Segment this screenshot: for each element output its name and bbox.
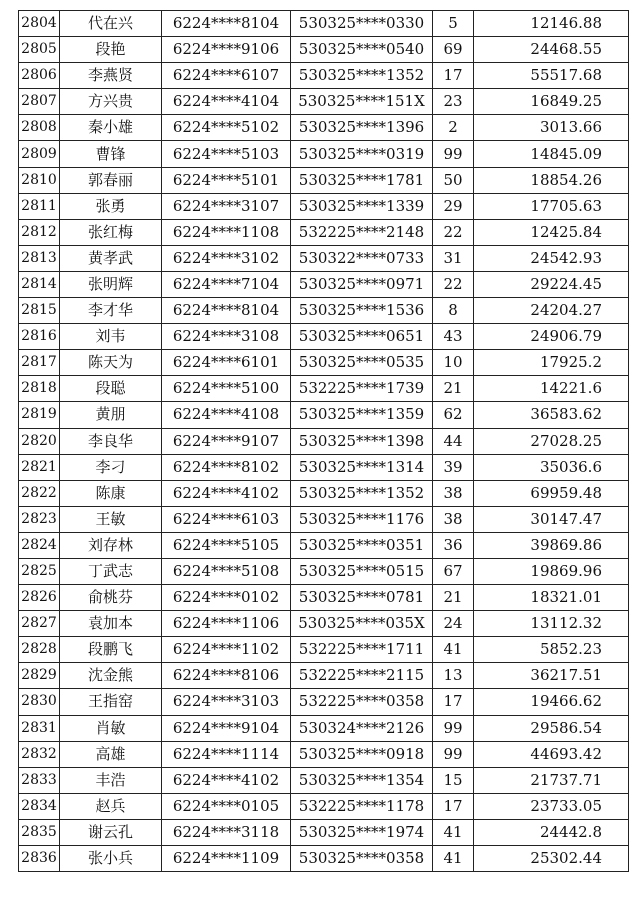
cell-card-number: 6224****5100	[162, 376, 291, 402]
cell-card-number: 6224****8106	[162, 663, 291, 689]
cell-amount: 36217.51	[474, 663, 629, 689]
cell-id-number: 530325****1974	[291, 819, 433, 845]
cell-id-number: 530324****2126	[291, 715, 433, 741]
cell-card-number: 6224****3103	[162, 689, 291, 715]
table-row	[19, 11, 629, 37]
cell-id-number: 530325****0540	[291, 37, 433, 63]
cell-card-number: 6224****9107	[162, 428, 291, 454]
cell-name: 郭春丽	[60, 167, 162, 193]
cell-card-number: 6224****4102	[162, 767, 291, 793]
cell-amount: 29224.45	[474, 271, 629, 297]
cell-card-number: 6224****5105	[162, 532, 291, 558]
cell-name: 李才华	[60, 298, 162, 324]
cell-serial-number: 2807	[19, 89, 60, 115]
cell-count: 24	[433, 611, 474, 637]
table-row	[19, 793, 629, 819]
cell-name: 谢云孔	[60, 819, 162, 845]
cell-name: 段鹏飞	[60, 637, 162, 663]
table-row	[19, 245, 629, 271]
cell-id-number: 530325****0515	[291, 558, 433, 584]
cell-serial-number: 2827	[19, 611, 60, 637]
cell-id-number: 530325****035X	[291, 611, 433, 637]
cell-id-number: 532225****2148	[291, 219, 433, 245]
table-row	[19, 141, 629, 167]
cell-name: 王指窑	[60, 689, 162, 715]
cell-amount: 3013.66	[474, 115, 629, 141]
cell-amount: 13112.32	[474, 611, 629, 637]
cell-count: 41	[433, 819, 474, 845]
cell-count: 15	[433, 767, 474, 793]
cell-amount: 21737.71	[474, 767, 629, 793]
cell-count: 99	[433, 141, 474, 167]
cell-count: 8	[433, 298, 474, 324]
cell-card-number: 6224****5108	[162, 558, 291, 584]
cell-count: 39	[433, 454, 474, 480]
cell-card-number: 6224****5102	[162, 115, 291, 141]
cell-card-number: 6224****9104	[162, 715, 291, 741]
cell-card-number: 6224****3107	[162, 193, 291, 219]
cell-id-number: 530325****1339	[291, 193, 433, 219]
cell-amount: 17705.63	[474, 193, 629, 219]
cell-count: 62	[433, 402, 474, 428]
cell-card-number: 6224****6103	[162, 506, 291, 532]
cell-amount: 18854.26	[474, 167, 629, 193]
cell-amount: 24906.79	[474, 324, 629, 350]
cell-amount: 24468.55	[474, 37, 629, 63]
cell-amount: 30147.47	[474, 506, 629, 532]
cell-serial-number: 2806	[19, 63, 60, 89]
cell-name: 代在兴	[60, 11, 162, 37]
cell-id-number: 532225****0358	[291, 689, 433, 715]
cell-count: 23	[433, 89, 474, 115]
table-row	[19, 376, 629, 402]
table-row	[19, 324, 629, 350]
cell-serial-number: 2810	[19, 167, 60, 193]
cell-name: 黄朋	[60, 402, 162, 428]
cell-count: 41	[433, 637, 474, 663]
cell-amount: 29586.54	[474, 715, 629, 741]
cell-card-number: 6224****6101	[162, 350, 291, 376]
cell-name: 方兴贵	[60, 89, 162, 115]
cell-id-number: 530325****1396	[291, 115, 433, 141]
table-row	[19, 637, 629, 663]
cell-name: 张红梅	[60, 219, 162, 245]
cell-count: 36	[433, 532, 474, 558]
cell-name: 黄孝武	[60, 245, 162, 271]
table-row	[19, 558, 629, 584]
cell-count: 17	[433, 63, 474, 89]
cell-name: 袁加本	[60, 611, 162, 637]
cell-name: 丁武志	[60, 558, 162, 584]
cell-amount: 44693.42	[474, 741, 629, 767]
cell-card-number: 6224****0105	[162, 793, 291, 819]
cell-serial-number: 2814	[19, 271, 60, 297]
cell-id-number: 532225****1711	[291, 637, 433, 663]
cell-amount: 27028.25	[474, 428, 629, 454]
cell-amount: 5852.23	[474, 637, 629, 663]
table-body	[19, 11, 629, 872]
cell-card-number: 6224****1114	[162, 741, 291, 767]
cell-serial-number: 2822	[19, 480, 60, 506]
cell-amount: 24542.93	[474, 245, 629, 271]
cell-id-number: 532225****1739	[291, 376, 433, 402]
cell-amount: 35036.6	[474, 454, 629, 480]
cell-amount: 19466.62	[474, 689, 629, 715]
cell-card-number: 6224****1108	[162, 219, 291, 245]
cell-name: 王敏	[60, 506, 162, 532]
cell-count: 17	[433, 689, 474, 715]
cell-id-number: 532225****2115	[291, 663, 433, 689]
cell-serial-number: 2817	[19, 350, 60, 376]
table-row	[19, 402, 629, 428]
cell-name: 沈金熊	[60, 663, 162, 689]
cell-amount: 19869.96	[474, 558, 629, 584]
cell-name: 丰浩	[60, 767, 162, 793]
cell-id-number: 530325****0330	[291, 11, 433, 37]
cell-card-number: 6224****1102	[162, 637, 291, 663]
cell-amount: 23733.05	[474, 793, 629, 819]
cell-serial-number: 2828	[19, 637, 60, 663]
cell-id-number: 532225****1178	[291, 793, 433, 819]
cell-serial-number: 2831	[19, 715, 60, 741]
cell-amount: 36583.62	[474, 402, 629, 428]
table-row	[19, 219, 629, 245]
cell-card-number: 6224****8104	[162, 298, 291, 324]
cell-count: 29	[433, 193, 474, 219]
cell-serial-number: 2829	[19, 663, 60, 689]
cell-name: 李燕贤	[60, 63, 162, 89]
cell-count: 43	[433, 324, 474, 350]
cell-id-number: 530325****1359	[291, 402, 433, 428]
cell-card-number: 6224****6107	[162, 63, 291, 89]
cell-card-number: 6224****7104	[162, 271, 291, 297]
cell-amount: 16849.25	[474, 89, 629, 115]
cell-id-number: 530325****0651	[291, 324, 433, 350]
cell-serial-number: 2809	[19, 141, 60, 167]
cell-id-number: 530325****0358	[291, 846, 433, 872]
table-row	[19, 715, 629, 741]
cell-count: 10	[433, 350, 474, 376]
cell-serial-number: 2816	[19, 324, 60, 350]
cell-card-number: 6224****8102	[162, 454, 291, 480]
cell-serial-number: 2823	[19, 506, 60, 532]
cell-name: 段艳	[60, 37, 162, 63]
table-row	[19, 585, 629, 611]
cell-serial-number: 2811	[19, 193, 60, 219]
cell-name: 陈康	[60, 480, 162, 506]
cell-name: 肖敏	[60, 715, 162, 741]
cell-serial-number: 2833	[19, 767, 60, 793]
table-row	[19, 115, 629, 141]
cell-name: 高雄	[60, 741, 162, 767]
cell-serial-number: 2826	[19, 585, 60, 611]
cell-name: 张小兵	[60, 846, 162, 872]
table-row	[19, 167, 629, 193]
cell-name: 秦小雄	[60, 115, 162, 141]
cell-serial-number: 2808	[19, 115, 60, 141]
cell-amount: 24442.8	[474, 819, 629, 845]
cell-amount: 55517.68	[474, 63, 629, 89]
table-row	[19, 506, 629, 532]
cell-amount: 14221.6	[474, 376, 629, 402]
cell-count: 38	[433, 480, 474, 506]
cell-id-number: 530325****1176	[291, 506, 433, 532]
table-row	[19, 37, 629, 63]
cell-card-number: 6224****1106	[162, 611, 291, 637]
cell-card-number: 6224****0102	[162, 585, 291, 611]
cell-id-number: 530325****1352	[291, 63, 433, 89]
table-row	[19, 663, 629, 689]
cell-amount: 17925.2	[474, 350, 629, 376]
cell-serial-number: 2812	[19, 219, 60, 245]
cell-count: 22	[433, 271, 474, 297]
cell-name: 赵兵	[60, 793, 162, 819]
cell-serial-number: 2818	[19, 376, 60, 402]
cell-amount: 25302.44	[474, 846, 629, 872]
cell-name: 刘韦	[60, 324, 162, 350]
table-row	[19, 428, 629, 454]
cell-card-number: 6224****5101	[162, 167, 291, 193]
cell-id-number: 530322****0733	[291, 245, 433, 271]
cell-count: 21	[433, 585, 474, 611]
cell-name: 陈天为	[60, 350, 162, 376]
cell-amount: 14845.09	[474, 141, 629, 167]
cell-serial-number: 2813	[19, 245, 60, 271]
cell-card-number: 6224****4102	[162, 480, 291, 506]
cell-serial-number: 2834	[19, 793, 60, 819]
cell-name: 曹锋	[60, 141, 162, 167]
table-row	[19, 741, 629, 767]
cell-amount: 69959.48	[474, 480, 629, 506]
cell-serial-number: 2815	[19, 298, 60, 324]
cell-count: 41	[433, 846, 474, 872]
cell-count: 5	[433, 11, 474, 37]
cell-id-number: 530325****0535	[291, 350, 433, 376]
cell-name: 张明辉	[60, 271, 162, 297]
cell-count: 2	[433, 115, 474, 141]
cell-id-number: 530325****0319	[291, 141, 433, 167]
cell-id-number: 530325****0918	[291, 741, 433, 767]
cell-count: 99	[433, 715, 474, 741]
cell-count: 13	[433, 663, 474, 689]
cell-serial-number: 2835	[19, 819, 60, 845]
table-row	[19, 271, 629, 297]
cell-serial-number: 2819	[19, 402, 60, 428]
cell-serial-number: 2836	[19, 846, 60, 872]
cell-card-number: 6224****9106	[162, 37, 291, 63]
cell-serial-number: 2824	[19, 532, 60, 558]
cell-card-number: 6224****3108	[162, 324, 291, 350]
table-row	[19, 819, 629, 845]
cell-amount: 12425.84	[474, 219, 629, 245]
table-row	[19, 63, 629, 89]
cell-count: 44	[433, 428, 474, 454]
cell-id-number: 530325****1354	[291, 767, 433, 793]
cell-amount: 12146.88	[474, 11, 629, 37]
cell-name: 俞桃芬	[60, 585, 162, 611]
cell-card-number: 6224****3118	[162, 819, 291, 845]
table-row	[19, 298, 629, 324]
cell-count: 67	[433, 558, 474, 584]
table-row	[19, 532, 629, 558]
table-row	[19, 846, 629, 872]
table-row	[19, 454, 629, 480]
cell-serial-number: 2821	[19, 454, 60, 480]
cell-id-number: 530325****0351	[291, 532, 433, 558]
table-row	[19, 611, 629, 637]
cell-amount: 39869.86	[474, 532, 629, 558]
cell-count: 50	[433, 167, 474, 193]
cell-name: 刘存林	[60, 532, 162, 558]
cell-id-number: 530325****1536	[291, 298, 433, 324]
data-table	[18, 10, 629, 872]
cell-card-number: 6224****8104	[162, 11, 291, 37]
cell-name: 李良华	[60, 428, 162, 454]
cell-serial-number: 2832	[19, 741, 60, 767]
table-row	[19, 89, 629, 115]
cell-card-number: 6224****4108	[162, 402, 291, 428]
cell-id-number: 530325****1352	[291, 480, 433, 506]
cell-card-number: 6224****5103	[162, 141, 291, 167]
table-row	[19, 350, 629, 376]
cell-amount: 18321.01	[474, 585, 629, 611]
cell-name: 李刁	[60, 454, 162, 480]
cell-id-number: 530325****0781	[291, 585, 433, 611]
cell-count: 69	[433, 37, 474, 63]
cell-serial-number: 2805	[19, 37, 60, 63]
table-row	[19, 480, 629, 506]
cell-serial-number: 2825	[19, 558, 60, 584]
cell-id-number: 530325****151X	[291, 89, 433, 115]
cell-id-number: 530325****1781	[291, 167, 433, 193]
cell-count: 99	[433, 741, 474, 767]
cell-card-number: 6224****1109	[162, 846, 291, 872]
cell-serial-number: 2830	[19, 689, 60, 715]
cell-card-number: 6224****4104	[162, 89, 291, 115]
cell-name: 张勇	[60, 193, 162, 219]
cell-count: 31	[433, 245, 474, 271]
table-row	[19, 193, 629, 219]
cell-amount: 24204.27	[474, 298, 629, 324]
cell-serial-number: 2820	[19, 428, 60, 454]
cell-id-number: 530325****1398	[291, 428, 433, 454]
cell-name: 段聪	[60, 376, 162, 402]
cell-id-number: 530325****0971	[291, 271, 433, 297]
cell-count: 17	[433, 793, 474, 819]
cell-serial-number: 2804	[19, 11, 60, 37]
table-row	[19, 767, 629, 793]
cell-count: 22	[433, 219, 474, 245]
cell-id-number: 530325****1314	[291, 454, 433, 480]
cell-count: 21	[433, 376, 474, 402]
table-row	[19, 689, 629, 715]
cell-card-number: 6224****3102	[162, 245, 291, 271]
cell-count: 38	[433, 506, 474, 532]
